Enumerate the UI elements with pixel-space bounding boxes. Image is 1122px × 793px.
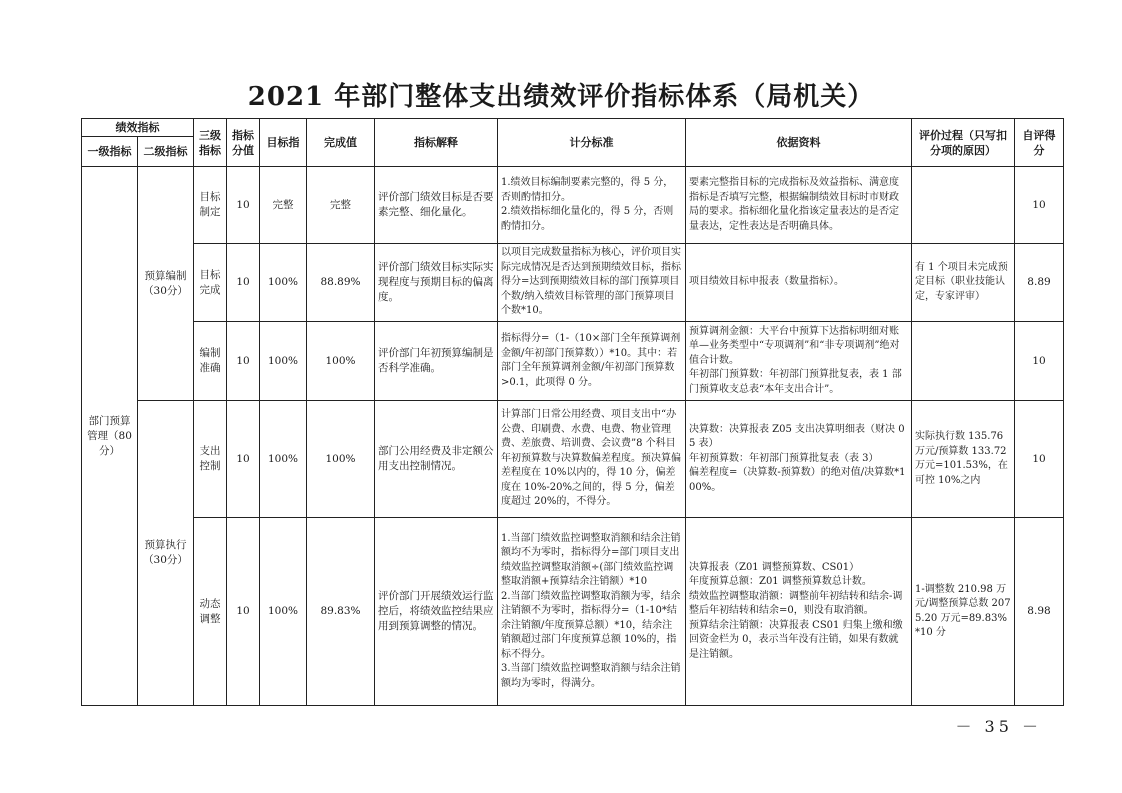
header-explain: 指标解释 (375, 119, 498, 167)
target-cell: 100% (260, 322, 307, 401)
explain-cell: 评价部门绩效目标实际实现程度与预期目标的偏离度。 (375, 244, 498, 322)
level2-cell: 预算编制（30分） (138, 167, 194, 401)
completed-cell: 88.89% (307, 244, 375, 322)
explain-cell: 评价部门开展绩效运行监控后，将绩效监控结果应用到预算调整的情况。 (375, 518, 498, 706)
header-group: 绩效指标 (82, 119, 194, 137)
header-level3: 三级指标 (194, 119, 227, 167)
table-row (82, 322, 1064, 401)
score-cell: 10 (227, 401, 260, 518)
process-cell (912, 167, 1015, 244)
level3-cell: 动态调整 (194, 518, 227, 706)
basis-cell: 要素完整指目标的完成指标及效益指标、满意度指标是否填写完整，根据编制绩效目标时市财政局的要求。指标细化量化指该定量表达的是否定量表达，定性表达是否明确具体。 (686, 167, 912, 244)
score-cell: 10 (227, 244, 260, 322)
level1-cell: 部门预算管理（80分） (82, 167, 138, 706)
header-criteria: 计分标准 (498, 119, 686, 167)
process-cell: 有 1 个项目未完成预定目标（职业技能认定，专家评审） (912, 244, 1015, 322)
table-row (82, 518, 1064, 706)
process-cell: 实际执行数 135.76 万元/预算数 133.72 万元=101.53%，在可控 10%之内 (912, 401, 1015, 518)
process-cell: 1-调整数 210.98 万元/调整预算总数 2075.20 万元=89.83%*10 分 (912, 518, 1015, 706)
self-score-cell: 10 (1015, 401, 1064, 518)
basis-cell: 决算数：决算报表 Z05 支出决算明细表（财决 05 表） 年初预算数：年初部门预算批复表（表 3） 偏差程度=（决算数-预算数）的绝对值/决算数*100%。 (686, 401, 912, 518)
explain-cell: 评价部门年初预算编制是否科学准确。 (375, 322, 498, 401)
table-row (82, 244, 1064, 322)
header-basis: 依据资料 (686, 119, 912, 167)
criteria-cell: 指标得分=（1-（10×部门全年预算调剂金额/年初部门预算数））*10。其中：若部门全年预算调剂金额/年初部门预算数>0.1，此项得 0 分。 (498, 322, 686, 401)
level2-cell: 预算执行（30分） (138, 401, 194, 706)
indicator-table (81, 118, 1064, 706)
score-cell: 10 (227, 167, 260, 244)
target-cell: 100% (260, 244, 307, 322)
criteria-cell: 以项目完成数量指标为核心，评价项目实际完成情况是否达到预期绩效目标，指标得分=达到预期绩效目标的部门预算项目个数/纳入绩效目标管理的部门预算项目个数*10。 (498, 244, 686, 322)
target-cell: 完整 (260, 167, 307, 244)
completed-cell: 100% (307, 401, 375, 518)
target-cell: 100% (260, 518, 307, 706)
score-cell: 10 (227, 322, 260, 401)
explain-cell: 部门公用经费及非定额公用支出控制情况。 (375, 401, 498, 518)
completed-cell: 89.83% (307, 518, 375, 706)
level3-cell: 支出控制 (194, 401, 227, 518)
table-row (82, 167, 1064, 244)
completed-cell: 100% (307, 322, 375, 401)
page-number: － 35 － (955, 717, 1042, 736)
header-self: 自评得分 (1015, 119, 1064, 167)
basis-cell: 预算调剂金额：大平台中预算下达指标明细对账单—业务类型中“专项调剂”和“非专项调剂”绝对值合计数。 年初部门预算数：年初部门预算批复表，表 1 部门预算收支总表“本年支出合计”。 (686, 322, 912, 401)
level3-cell: 目标制定 (194, 167, 227, 244)
table-row (82, 401, 1064, 518)
self-score-cell: 10 (1015, 167, 1064, 244)
level3-cell: 编制准确 (194, 322, 227, 401)
self-score-cell: 8.98 (1015, 518, 1064, 706)
self-score-cell: 8.89 (1015, 244, 1064, 322)
basis-cell: 项目绩效目标申报表（数量指标）。 (686, 244, 912, 322)
header-process: 评价过程（只写扣分项的原因） (912, 119, 1015, 167)
target-cell: 100% (260, 401, 307, 518)
header-score: 指标分值 (227, 119, 260, 167)
page-title: 2021 年部门整体支出绩效评价指标体系（局机关） (247, 82, 875, 112)
explain-cell: 评价部门绩效目标是否要素完整、细化量化。 (375, 167, 498, 244)
process-cell (912, 322, 1015, 401)
criteria-cell: 计算部门日常公用经费、项目支出中“办公费、印刷费、水费、电费、物业管理费、差旅费、培训费、会议费”8 个科目年初预算数与决算数偏差程度。预决算偏差程度在 10%以内的，得 10 分，偏差度在 10%-20%之间的，得 5 分，偏差度超过 20%的，不得分。 (498, 401, 686, 518)
self-score-cell: 10 (1015, 322, 1064, 401)
header-level2: 二级指标 (138, 137, 194, 167)
level3-cell: 目标完成 (194, 244, 227, 322)
criteria-cell: 1.当部门绩效监控调整取消额和结余注销额均不为零时，指标得分=部门项目支出绩效监控调整取消额÷(部门绩效监控调整取消额+预算结余注销额）*10 2.当部门绩效监控调整取消额为零，结余注销额不为零时，指标得分=（1-10*结余注销额/年度预算总额）*10，结余注销额超过部门年度预算总额 10%的，指标不得分。 3.当部门绩效监控调整取消额与结余注销额均为零时，得满分。 (498, 518, 686, 706)
completed-cell: 完整 (307, 167, 375, 244)
score-cell: 10 (227, 518, 260, 706)
basis-cell: 决算报表（Z01 调整预算数、CS01） 年度预算总额：Z01 调整预算数总计数。 绩效监控调整取消额：调整前年初结转和结余-调整后年初结转和结余=0，则没有取消额。 预算结余注销额：决算报表 CS01 归集上缴和缴回资金栏为 0，表示当年没有注销，如果有数就是注销额。 (686, 518, 912, 706)
header-level1: 一级指标 (82, 137, 138, 167)
criteria-cell: 1.绩效目标编制要素完整的，得 5 分，否则酌情扣分。 2.绩效指标细化量化的，得 5 分，否则酌情扣分。 (498, 167, 686, 244)
header-target: 目标指 (260, 119, 307, 167)
header-completed: 完成值 (307, 119, 375, 167)
